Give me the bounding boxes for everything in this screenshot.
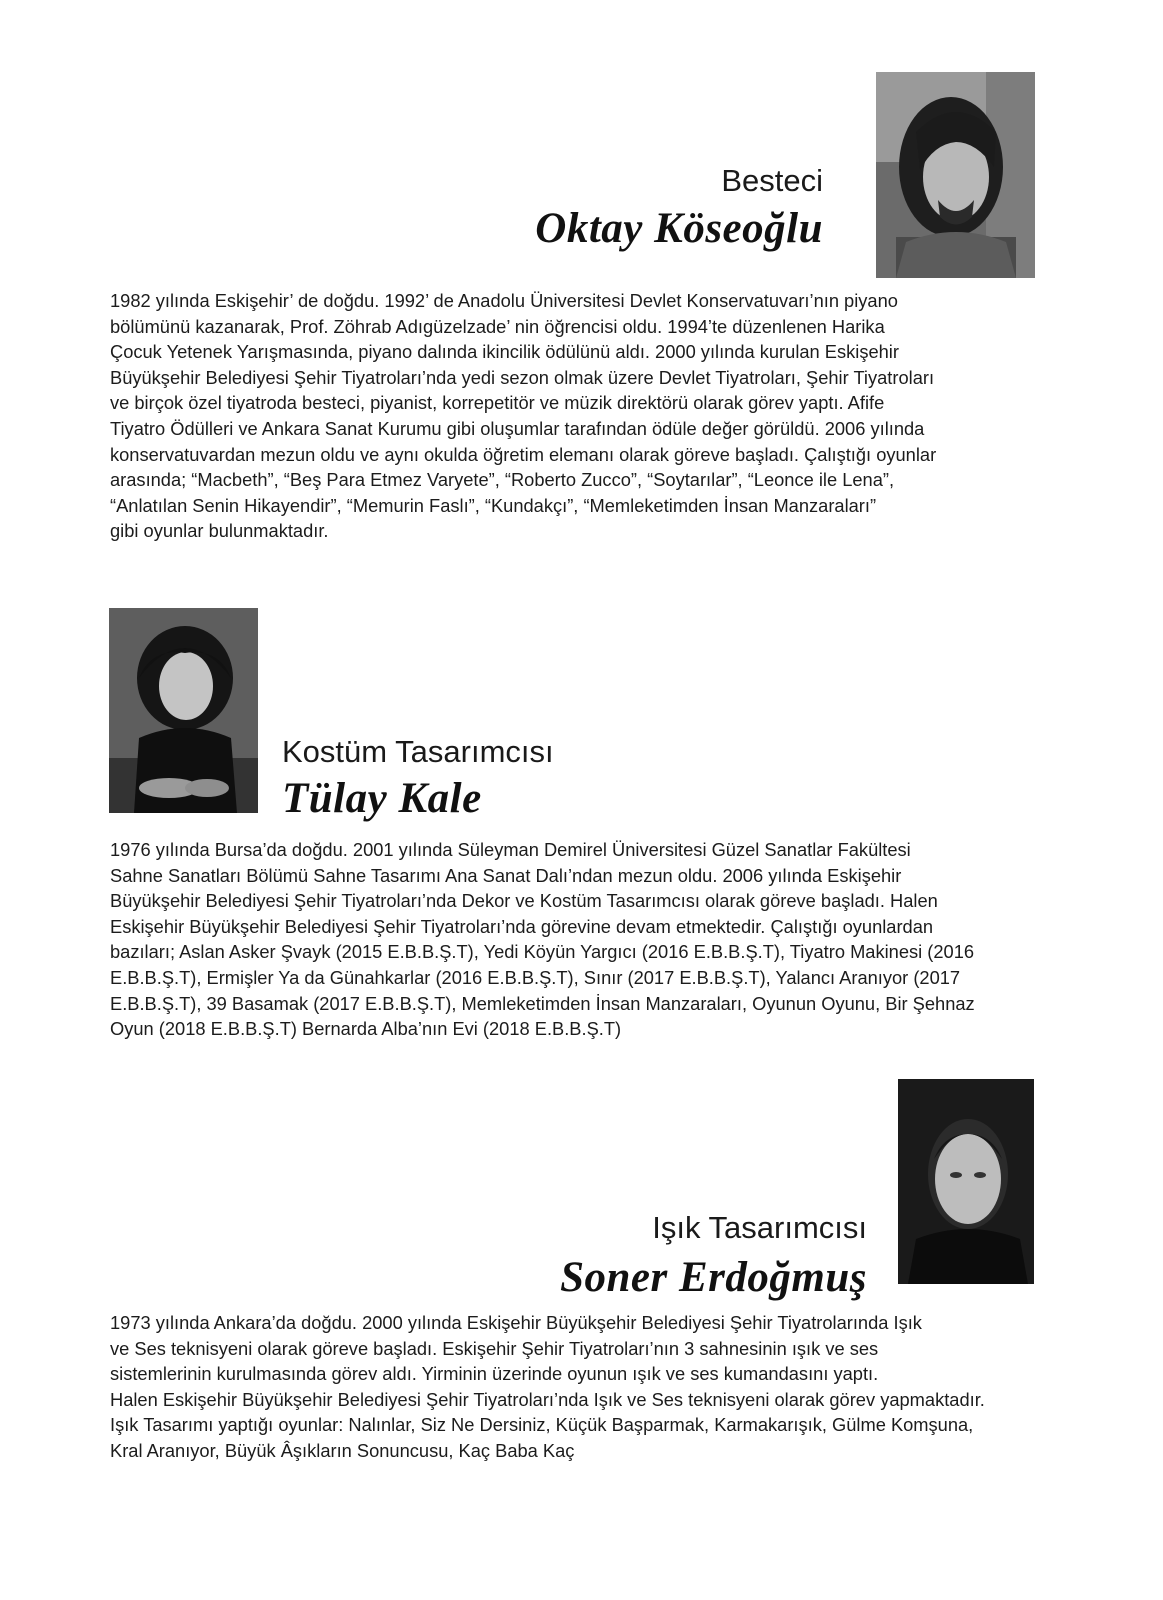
portrait-photo-soner	[898, 1079, 1034, 1284]
bio-line: konservatuvardan mezun oldu ve aynı okulda öğretim elemanı olarak göreve başladı. Çalıştığı oyunlar	[110, 443, 937, 465]
bio-line: bölümünü kazanarak, Prof. Zöhrab Adıgüzelzade’ nin öğrencisi oldu. 1994’te düzenlenen Harika	[110, 315, 885, 337]
bio-line: 1973 yılında Ankara’da doğdu. 2000 yılında Eskişehir Büyükşehir Belediyesi Şehir Tiyatrolarında Işık	[110, 1312, 922, 1333]
bio-line: bazıları; Aslan Asker Şvayk (2015 E.B.B.Ş.T), Yedi Köyün Yargıcı (2016 E.B.B.Ş.T), Tiyatro Makinesi (2016	[110, 941, 975, 963]
person-name: Tülay Kale	[282, 775, 482, 822]
bio-line: ve birçok özel tiyatroda besteci, piyanist, korrepetitör ve müzik direktörü olarak görev yaptı. Afife	[110, 392, 885, 414]
person-name: Oktay Köseoğlu	[535, 205, 823, 252]
bio-text	[110, 288, 1038, 544]
bio-line: Oyun (2018 E.B.B.Ş.T) Bernarda Alba’nın Evi (2018 E.B.B.Ş.T)	[110, 1018, 622, 1040]
bio-line: E.B.B.Ş.T), 39 Basamak (2017 E.B.B.Ş.T), Memleketimden İnsan Manzaraları, Oyunun Oyunu, Bir Şehnaz	[110, 992, 975, 1014]
bio-line: Tiyatro Ödülleri ve Ankara Sanat Kurumu gibi oluşumlar tarafından ödüle değer görüldü. 2006 yılında	[110, 417, 925, 439]
bio-line: Büyükşehir Belediyesi Şehir Tiyatroları’nda yedi sezon olmak üzere Devlet Tiyatroları, Şehir Tiyatroları	[110, 366, 935, 388]
bio-line: Çocuk Yetenek Yarışmasında, piyano dalında ikincilik ödülünü aldı. 2000 yılında kurulan Eskişehir	[110, 341, 899, 363]
bio-line: Büyükşehir Belediyesi Şehir Tiyatroları’nda Dekor ve Kostüm Tasarımcısı olarak göreve başladı. Halen	[110, 890, 938, 912]
bio-line: gibi oyunlar bulunmaktadır.	[110, 520, 329, 542]
bio-line: arasında; “Macbeth”, “Beş Para Etmez Varyete”, “Roberto Zucco”, “Soytarılar”, “Leonce ile Lena”,	[110, 469, 895, 491]
bio-line: E.B.B.Ş.T), Ermişler Ya da Günahkarlar (2016 E.B.B.Ş.T), Sınır (2017 E.B.B.Ş.T), Yalancı Aranıyor (2017	[110, 966, 961, 988]
bio-line: Sahne Sanatları Bölümü Sahne Tasarımı Ana Sanat Dalı’ndan mezun oldu. 2006 yılında Eskişehir	[110, 864, 902, 886]
role-title: Kostüm Tasarımcısı	[282, 734, 554, 769]
bio-line: sistemlerinin kurulmasında görev aldı. Yirminin üzerinde oyunun ışık ve ses kumandasını yaptı.	[110, 1363, 879, 1385]
bio-line: Kral Aranıyor, Büyük Âşıkların Sonuncusu, Kaç Baba Kaç	[110, 1439, 575, 1461]
role-title: Işık Tasarımcısı	[652, 1210, 867, 1245]
person-name: Soner Erdoğmuş	[560, 1254, 867, 1301]
role-title: Besteci	[721, 163, 823, 198]
bio-text	[110, 1310, 1038, 1464]
bio-line: Halen Eskişehir Büyükşehir Belediyesi Şehir Tiyatroları’nda Işık ve Ses teknisyeni olarak görev yapmaktadır.	[110, 1388, 985, 1410]
portrait-photo-tulay	[109, 608, 258, 813]
bio-line: ve Ses teknisyeni olarak göreve başladı. Eskişehir Şehir Tiyatroları’nın 3 sahnesinin ışık ve ses	[110, 1337, 879, 1359]
bio-line: 1976 yılında Bursa’da doğdu. 2001 yılında Süleyman Demirel Üniversitesi Güzel Sanatlar Fakültesi	[110, 839, 911, 860]
bio-line: “Anlatılan Senin Hikayendir”, “Memurin Faslı”, “Kundakçı”, “Memleketimden İnsan Manzaraları”	[110, 494, 877, 516]
bio-text	[110, 837, 1038, 1042]
bio-line: 1982 yılında Eskişehir’ de doğdu. 1992’ de Anadolu Üniversitesi Devlet Konservatuvarı’nın piyano	[110, 290, 898, 311]
portrait-photo-oktay	[876, 72, 1035, 278]
bio-line: Eskişehir Büyükşehir Belediyesi Şehir Tiyatroları’nda görevine devam etmektedir. Çalıştığı oyunlardan	[110, 915, 934, 937]
bio-line: Işık Tasarımı yaptığı oyunlar: Nalınlar, Siz Ne Dersiniz, Küçük Başparmak, Karmakarışık, Gülme Komşuna,	[110, 1414, 974, 1436]
